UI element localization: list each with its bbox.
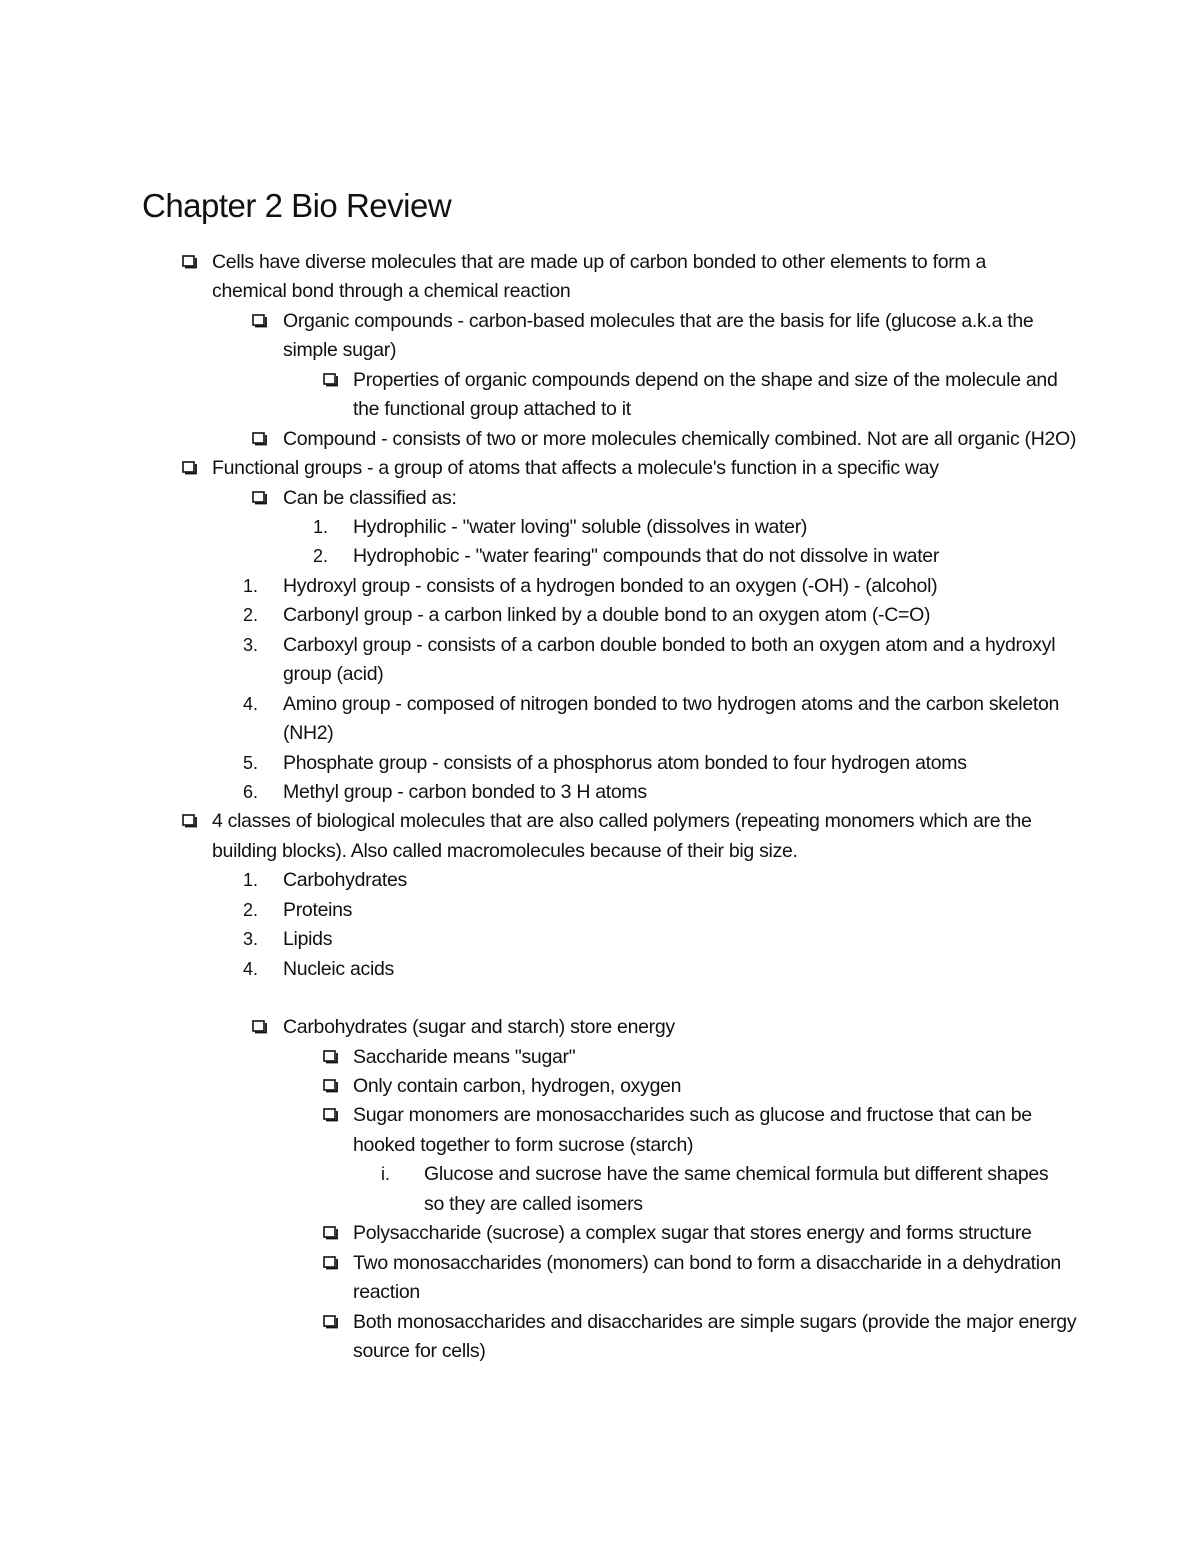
list-item-text: Methyl group - carbon bonded to 3 H atoms <box>283 781 647 803</box>
list-number: 4. <box>242 959 258 979</box>
list-item-text: Phosphate group - consists of a phosphorus atom bonded to four hydrogen atoms <box>283 752 967 774</box>
list-number: 4. <box>242 694 258 714</box>
bullet-text: Cells have diverse molecules that are made up of carbon bonded to other elements to form a <box>212 251 987 273</box>
bullet-text-continued: reaction <box>353 1281 420 1303</box>
checkbox-bullet-icon <box>323 1256 341 1272</box>
list-number: 5. <box>242 753 258 773</box>
checkbox-bullet-icon <box>323 1079 341 1095</box>
bullet-text: Sugar monomers are monosaccharides such as glucose and fructose that can be <box>353 1104 1032 1126</box>
checkbox-bullet-icon <box>323 373 341 389</box>
checkbox-bullet-icon <box>182 461 200 477</box>
list-item-text: Hydrophilic - "water loving" soluble (dissolves in water) <box>353 516 808 538</box>
checkbox-bullet-icon <box>323 1108 341 1124</box>
list-number: 2. <box>312 546 328 566</box>
list-number: 1. <box>312 517 328 537</box>
checkbox-bullet-icon <box>182 814 200 830</box>
checkbox-bullet-icon <box>323 1050 341 1066</box>
bullet-text: Organic compounds - carbon-based molecules that are the basis for life (glucose a.k.a the <box>283 310 1034 332</box>
bullet-text: Carbohydrates (sugar and starch) store energy <box>283 1016 675 1038</box>
bullet-text: Both monosaccharides and disaccharides are simple sugars (provide the major energy <box>353 1311 1077 1333</box>
list-item-text: Amino group - composed of nitrogen bonded to two hydrogen atoms and the carbon skeleton <box>283 693 1060 715</box>
list-item-text: Nucleic acids <box>283 958 394 980</box>
list-number: 2. <box>242 900 258 920</box>
checkbox-bullet-icon <box>252 432 270 448</box>
list-item-text: Carbohydrates <box>283 869 408 891</box>
bullet-text: Two monosaccharides (monomers) can bond to form a disaccharide in a dehydration <box>353 1252 1061 1274</box>
bullet-text: Properties of organic compounds depend on the shape and size of the molecule and <box>353 369 1058 391</box>
bullet-text-continued: the functional group attached to it <box>353 398 631 420</box>
bullet-text: Functional groups - a group of atoms that affects a molecule's function in a specific way <box>212 457 939 479</box>
list-number: 3. <box>242 635 258 655</box>
list-item-text: Hydrophobic - "water fearing" compounds that do not dissolve in water <box>353 545 940 567</box>
checkbox-bullet-icon <box>252 491 270 507</box>
bullet-text: Only contain carbon, hydrogen, oxygen <box>353 1075 682 1097</box>
checkbox-bullet-icon <box>323 1226 341 1242</box>
checkbox-bullet-icon <box>323 1315 341 1331</box>
bullet-text-continued: building blocks). Also called macromolecules because of their big size. <box>212 840 798 862</box>
list-item-text: Proteins <box>283 899 353 921</box>
bullet-text-continued: hooked together to form sucrose (starch) <box>353 1134 694 1156</box>
page-title: Chapter 2 Bio Review <box>142 187 452 224</box>
bullet-text-continued: source for cells) <box>353 1340 486 1362</box>
list-item-text-continued: (NH2) <box>283 722 334 744</box>
checkbox-bullet-icon <box>182 255 200 271</box>
list-item-text: Glucose and sucrose have the same chemical formula but different shapes <box>424 1163 1049 1185</box>
bullet-text: Can be classified as: <box>283 487 457 509</box>
list-item-text-continued: group (acid) <box>283 663 384 685</box>
bullet-text: 4 classes of biological molecules that are also called polymers (repeating monomers which are the <box>212 810 1032 832</box>
checkbox-bullet-icon <box>252 314 270 330</box>
bullet-text-continued: chemical bond through a chemical reaction <box>212 280 571 302</box>
list-number: 3. <box>242 929 258 949</box>
list-number: 2. <box>242 605 258 625</box>
list-item-text: Hydroxyl group - consists of a hydrogen bonded to an oxygen (-OH) - (alcohol) <box>283 575 938 597</box>
list-number: 1. <box>242 870 258 890</box>
list-number: i. <box>381 1164 390 1184</box>
list-item-text-continued: so they are called isomers <box>424 1193 643 1215</box>
list-item-text: Carbonyl group - a carbon linked by a double bond to an oxygen atom (-C=O) <box>283 604 931 626</box>
bullet-text: Saccharide means "sugar" <box>353 1046 576 1068</box>
bullet-text: Compound - consists of two or more molecules chemically combined. Not are all organic (H2O) <box>283 428 1077 450</box>
bullet-text-continued: simple sugar) <box>283 339 397 361</box>
checkbox-bullet-icon <box>252 1020 270 1036</box>
bullet-text: Polysaccharide (sucrose) a complex sugar that stores energy and forms structure <box>353 1222 1032 1244</box>
list-number: 1. <box>242 576 258 596</box>
list-item-text: Lipids <box>283 928 333 950</box>
list-number: 6. <box>242 782 258 802</box>
list-item-text: Carboxyl group - consists of a carbon double bonded to both an oxygen atom and a hydroxyl <box>283 634 1056 656</box>
